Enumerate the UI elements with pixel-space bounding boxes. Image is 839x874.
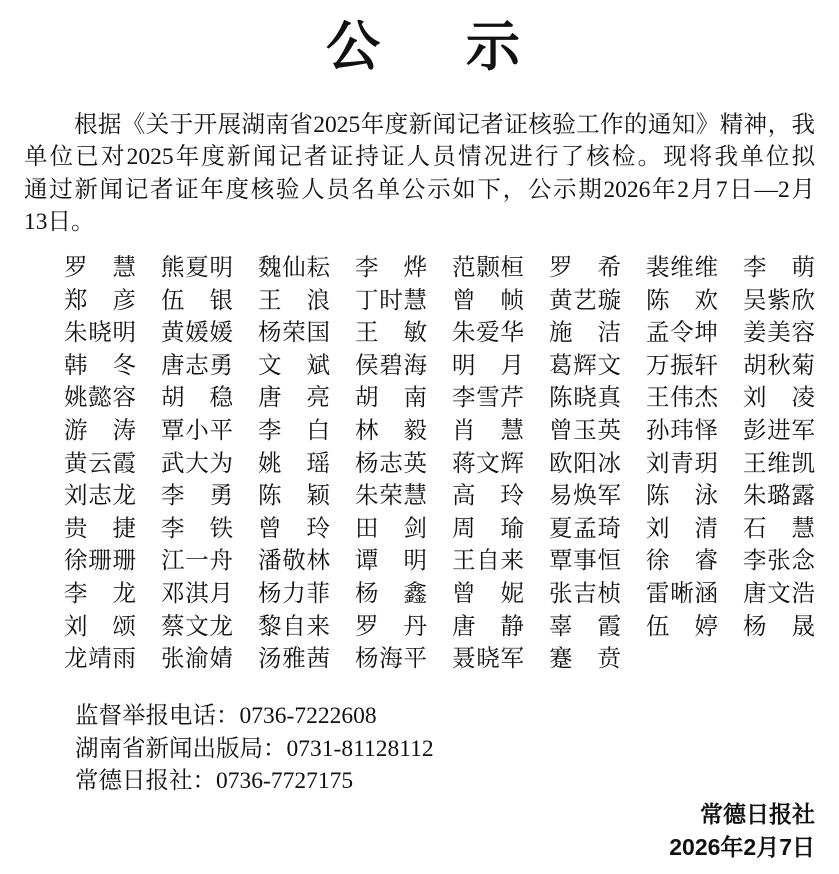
person-name: 杨力菲 [258, 580, 330, 607]
person-name: 黄艺璇 [549, 287, 621, 314]
person-name: 谭 明 [355, 548, 427, 575]
person-name: 文 斌 [258, 352, 330, 379]
person-name: 杨 鑫 [355, 580, 427, 607]
person-name: 姚 瑶 [258, 450, 330, 477]
person-name: 张渝婧 [161, 646, 233, 673]
person-name: 覃小平 [161, 417, 233, 444]
notice-title: 公示 [326, 14, 606, 78]
person-name: 曾 帧 [452, 287, 524, 314]
person-name: 王自来 [452, 548, 524, 575]
person-name: 龙靖雨 [64, 646, 136, 673]
person-name: 郑 彦 [64, 287, 136, 314]
person-name: 曾 玲 [258, 515, 330, 542]
person-name: 徐珊珊 [64, 548, 136, 575]
person-name: 朱爱华 [452, 320, 524, 347]
person-name: 朱璐露 [743, 483, 815, 510]
person-name: 罗 希 [549, 255, 621, 281]
person-name: 吴紫欣 [743, 287, 815, 314]
person-name: 陈 欢 [646, 287, 718, 314]
person-name: 刘 颂 [64, 613, 136, 640]
person-name: 刘青玥 [646, 450, 718, 477]
contact-label: 监督举报电话： [75, 703, 240, 729]
person-name: 辜 霞 [549, 613, 621, 640]
person-name: 武大为 [161, 450, 233, 477]
person-name: 明 月 [452, 352, 524, 379]
contact-phone: 0731-81128112 [286, 735, 434, 762]
person-name: 王 浪 [258, 287, 330, 314]
person-name: 伍 银 [161, 287, 233, 314]
person-name: 范颢桓 [452, 255, 524, 281]
person-name: 蒋文辉 [452, 450, 524, 477]
person-name: 胡 南 [355, 385, 427, 412]
person-name: 伍 婷 [646, 613, 718, 640]
person-name: 罗 慧 [64, 255, 136, 281]
person-name: 熊夏明 [161, 255, 233, 281]
body-line: 通过新闻记者证年度核验人员名单公示如下，公示期2026年2月7日—2月 [24, 176, 815, 203]
person-name: 李张念 [743, 548, 815, 575]
person-name: 李 龙 [64, 580, 136, 607]
person-name: 王伟杰 [646, 385, 718, 412]
person-name: 欧阳冰 [549, 450, 621, 477]
person-name: 姚懿容 [64, 385, 136, 412]
person-name: 丁时慧 [355, 287, 427, 314]
person-name: 王维凯 [743, 450, 815, 477]
person-name: 陈 颖 [258, 483, 330, 510]
person-name: 贵 捷 [64, 515, 136, 542]
person-name: 施 洁 [549, 320, 621, 347]
person-name: 万振轩 [646, 352, 718, 379]
person-name: 杨 晟 [743, 613, 815, 640]
person-name: 高 玲 [452, 483, 524, 510]
person-name: 李雪芹 [452, 385, 524, 412]
person-name: 肖 慧 [452, 417, 524, 444]
person-name: 黄云霞 [64, 450, 136, 477]
signature [669, 798, 815, 864]
person-name: 林 毅 [355, 417, 427, 444]
person-name: 陈晓真 [549, 385, 621, 412]
person-name: 游 涛 [64, 417, 136, 444]
person-name: 刘志龙 [64, 483, 136, 510]
person-name: 朱荣慧 [355, 483, 427, 510]
contact-phone: 0736-7222608 [239, 703, 377, 729]
person-name: 姜美容 [743, 320, 815, 347]
contact-row-hotline [75, 700, 434, 733]
person-name: 蔡文龙 [161, 613, 233, 640]
person-name: 李 烨 [355, 255, 427, 281]
person-name: 徐 睿 [646, 548, 718, 575]
person-name: 胡秋菊 [743, 352, 815, 379]
person-name: 唐 静 [452, 613, 524, 640]
person-name: 李 勇 [161, 483, 233, 510]
name-list [64, 252, 815, 676]
person-name: 黄媛媛 [161, 320, 233, 347]
person-name: 李 白 [258, 417, 330, 444]
person-name: 刘 清 [646, 515, 718, 542]
person-name: 孙玮怿 [646, 417, 718, 444]
person-name: 田 剑 [355, 515, 427, 542]
person-name: 侯碧海 [355, 352, 427, 379]
person-name: 王 敏 [355, 320, 427, 347]
person-name: 胡 稳 [161, 385, 233, 412]
signature-org: 常德日报社 [700, 801, 815, 827]
person-name: 覃事恒 [549, 548, 621, 575]
person-name: 陈 泳 [646, 483, 718, 510]
person-name: 聂晓军 [452, 646, 524, 673]
person-name: 罗 丹 [355, 613, 427, 640]
person-name: 雷晰涵 [646, 580, 718, 607]
person-name: 朱晓明 [64, 320, 136, 347]
person-name: 李 铁 [161, 515, 233, 542]
person-name: 孟令坤 [646, 320, 718, 347]
person-name: 唐 亮 [258, 385, 330, 412]
person-name: 潘敬林 [258, 548, 330, 575]
person-name: 蹇 贲 [549, 646, 621, 673]
person-name: 邓淇月 [161, 580, 233, 607]
contact-row-press-bureau [75, 733, 434, 766]
body-line: 13日。 [24, 209, 95, 236]
person-name: 张吉桢 [549, 580, 621, 607]
notice-body [24, 109, 815, 239]
person-name: 夏孟琦 [549, 515, 621, 542]
person-name: 裴维维 [646, 255, 718, 281]
contact-phone: 0736-7727175 [216, 768, 354, 794]
person-name: 石 慧 [743, 515, 815, 542]
person-name: 唐文浩 [743, 580, 815, 607]
person-name: 葛辉文 [549, 352, 621, 379]
person-name: 周 瑜 [452, 515, 524, 542]
person-name: 彭进军 [743, 417, 815, 444]
person-name: 杨志英 [355, 450, 427, 477]
person-name: 唐志勇 [161, 352, 233, 379]
person-name: 韩 冬 [64, 352, 136, 379]
person-name: 杨海平 [355, 646, 427, 673]
person-name: 李 萌 [743, 255, 815, 281]
person-name: 江一舟 [161, 548, 233, 575]
contact-row-newspaper [75, 765, 434, 798]
body-line: 单位已对2025年度新闻记者证持证人员情况进行了核检。现将我单位拟 [24, 144, 815, 171]
person-name: 易焕军 [549, 483, 621, 510]
contact-list [75, 700, 434, 798]
person-name: 汤雅茜 [258, 646, 330, 673]
signature-date: 2026年2月7日 [669, 834, 815, 860]
person-name: 黎自来 [258, 613, 330, 640]
person-name: 杨荣国 [258, 320, 330, 347]
body-line: 根据《关于开展湖南省2025年度新闻记者证核验工作的通知》精神，我 [74, 112, 815, 138]
person-name: 曾玉英 [549, 417, 621, 444]
person-name: 刘 凌 [743, 385, 815, 412]
person-name: 魏仙耘 [258, 255, 330, 281]
contact-label: 湖南省新闻出版局： [75, 735, 287, 762]
person-name: 曾 妮 [452, 580, 524, 607]
contact-label: 常德日报社： [75, 768, 216, 794]
